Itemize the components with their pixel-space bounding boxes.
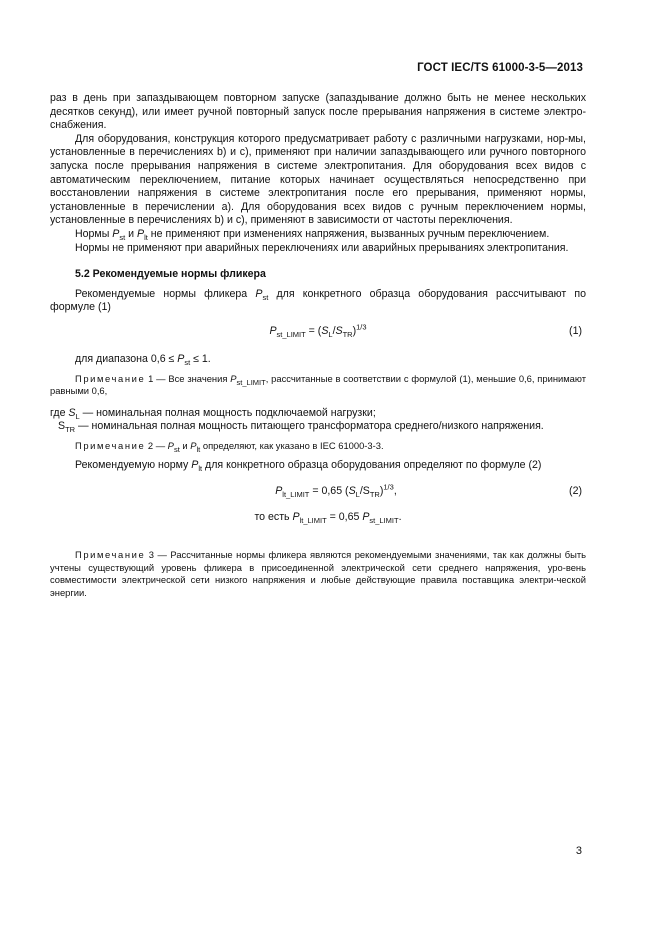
formula-1 [50,323,586,345]
note-1: Примечание 1 — Все значения $P_{st\_LIMIT}$, рассчитанные в соответствии с формулой (1), меньшие 0,6, принимают равными 0,6, [50,372,587,397]
formula-1-number: (1) [569,324,582,337]
range-line: для диапазона $0,6 \le P_{st} \le 1$. [75,352,211,368]
where-list [50,407,586,434]
section-intro: Рекомендуемые нормы фликера $P_{st}$ для конкретного образца оборудования рассчитывают по формуле (1) [50,287,587,314]
formula-3 [50,509,586,531]
section-heading: 5.2 Рекомендуемые нормы фликера [75,268,266,281]
document-header: ГОСТ IEC/TS 61000-3-5—2013 [417,62,583,74]
where-sl: где $S_L$ — номинальная полная мощность подключаемой нагрузки; [50,406,376,421]
where-str: $S_{TR}$ — номинальная полная мощность питающего трансформатора среднего/низкого напряжения. [58,420,544,435]
note-2: Примечание 2 — $P_{st}$ и $P_{lt}$ определяют, как указано в IEC 61000-3-3. [75,439,384,454]
paragraph-2: Для оборудования, конструкция которого предусматривает работу с различными нагрузками, нор-мы, установленные в перечислениях b) и c), применяют при наличии запаздывающего или ручного повторного запуска после прерывания напряжения в системе электропитания. Для оборудования всех видов с автоматическим переключением, питание которых начинает осуществляться непосредственно при восстановлении напряжения в системе электропитания после его прерывания, применяют нормы, установленные в перечислении a). Для оборудования всех видов с ручным переключением нормы, установленные в перечислениях b) и c), применяют в зависимости от частоты переключения. [50,132,586,227]
note-3: Примечание 3 — Рассчитанные нормы фликера являются рекомендуемыми значениями, так как должны быть учтены существующий уровень фликера в присоединенной электрической сети среднего напряжения, уро-вень совместимости электрической сети низкого напряжения и любые действующие правила поставщика электри-ческой энергии. [50,549,586,598]
paragraph-4: Нормы не применяют при аварийных переключениях или аварийных прерываниях электропитания. [75,241,569,254]
paragraph-3: Нормы $P_{st}$ и $P_{lt}$ не применяют при изменениях напряжения, вызванных ручным переключением. [75,227,550,243]
formula-2 [50,483,586,505]
page-number: 3 [575,845,582,857]
formula-2-expression: $P_{lt\_LIMIT} = 0,65$ $(S_L/S_{TR})^{1/3}$, [275,482,397,500]
plt-intro: Рекомендуемую норму $P_{lt}$ для конкретного образца оборудования определяют по формуле (2) [75,459,542,474]
formula-2-number: (2) [569,485,582,498]
formula-1-expression: $P_{st\_LIMIT} = (S_L/S_{TR})^{1/3}$ [269,322,367,340]
paragraph-1: раз в день при запаздывающем повторном запуске (запаздывание должно быть не менее нескольких десятков секунд), или имеет ручной повторный запуск после прерывания напряжения в системе электро-снабжения. [50,92,586,132]
formula-3-expression: то есть $P_{lt\_LIMIT} = 0,65$ $P_{st\_LIMIT}$. [254,511,402,526]
page-body [50,92,586,599]
